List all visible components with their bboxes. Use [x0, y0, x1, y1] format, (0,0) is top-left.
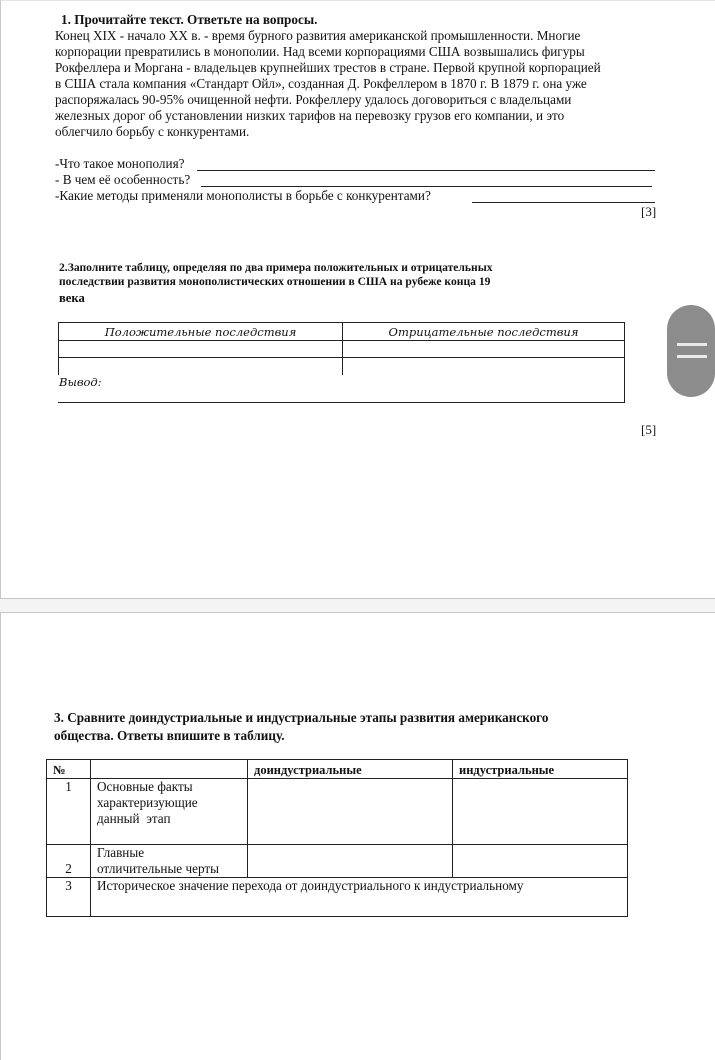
industrial-cell-1[interactable]	[453, 779, 628, 845]
table-row	[59, 341, 625, 358]
row-label-line: характеризующие	[97, 795, 198, 810]
paragraph-line: корпорации превратились в монополии. Над всеми корпорациями США возвышались фигуры	[55, 44, 585, 59]
question-2: - В чем её особенность?	[55, 172, 191, 187]
paragraph-line: в США стала компания «Стандарт Ойл», созданная Д. Рокфеллером в 1870 г. В 1879 г. она уже	[55, 76, 587, 91]
conclusion-label: Вывод:	[59, 375, 102, 389]
row-label-line: Основные факты	[97, 779, 193, 794]
task3-title-line: общества. Ответы впишите в таблицу.	[54, 728, 285, 743]
row-label	[91, 779, 248, 845]
drag-handle-icon	[677, 343, 707, 346]
header-blank	[91, 760, 248, 779]
task2-title-line: века	[59, 291, 85, 305]
table-header-row	[59, 323, 625, 341]
preindustrial-cell-1[interactable]	[248, 779, 453, 845]
header-number: №	[47, 760, 91, 779]
table-row	[59, 358, 625, 375]
task2-title-line: 2.Заполните таблицу, определяя по два примера положительных и отрицательных	[59, 261, 493, 274]
row-number: 3	[47, 878, 91, 917]
paragraph-line: Рокфеллера и Моргана - владельцев крупнейших трестов в стране. Первой крупной корпорацией	[55, 60, 601, 75]
header-industrial: индустриальные	[453, 760, 628, 779]
header-preindustrial: доиндустриальные	[248, 760, 453, 779]
positive-cell-1[interactable]	[59, 341, 343, 358]
row-label-line: отличительные черты	[97, 861, 219, 876]
negative-cell-2[interactable]	[343, 358, 625, 375]
paragraph-line: распоряжалась 90-95% очищенной нефти. Рокфеллеру удалось договориться с владельцами	[55, 92, 572, 107]
paragraph-line: железных дорог об установлении низких тарифов на перевозку грузов его компании, и это	[55, 108, 565, 123]
table-row	[47, 779, 628, 845]
header-positive: Положительные последствия	[59, 323, 343, 341]
answer-line-1[interactable]	[197, 170, 655, 171]
row-label-line: данный этап	[97, 811, 171, 826]
negative-cell-1[interactable]	[343, 341, 625, 358]
header-negative: Отрицательные последствия	[343, 323, 625, 341]
paragraph-line: облегчило борьбу с конкурентами.	[55, 124, 250, 139]
conclusion-box[interactable]	[58, 374, 625, 403]
answer-line-3[interactable]	[472, 202, 655, 203]
table-header-row	[47, 760, 628, 779]
comparison-table	[46, 759, 628, 917]
table-row	[47, 845, 628, 878]
positive-cell-2[interactable]	[59, 358, 343, 375]
task1-title: 1. Прочитайте текст. Ответьте на вопросы.	[61, 12, 318, 27]
preindustrial-cell-2[interactable]	[248, 845, 453, 878]
paragraph-line: Конец XIX - начало XX в. - время бурного развития американской промышленности. Многие	[55, 28, 581, 43]
table-row	[47, 878, 628, 917]
task2-title-line	[59, 274, 490, 290]
row-label-line: Главные	[97, 845, 145, 860]
task3-title-line: 3. Сравните доиндустриальные и индустриальные этапы развития американского	[54, 710, 549, 725]
consequences-table	[58, 322, 625, 375]
scroll-handle[interactable]	[667, 305, 715, 397]
page-separator	[0, 598, 715, 613]
task1-score: [3]	[641, 204, 657, 219]
row-label	[91, 845, 248, 878]
historical-significance-cell[interactable]: Историческое значение перехода от доиндустриального к индустриальному	[91, 878, 628, 917]
task2-title-line-text: последствии развития монополистических отношении в США на рубеже конца 19	[59, 275, 491, 288]
document-page-2	[0, 613, 715, 1060]
industrial-cell-2[interactable]	[453, 845, 628, 878]
question-1: -Что такое монополия?	[55, 156, 185, 171]
row-number: 1	[47, 779, 91, 845]
question-3: -Какие методы применяли монополисты в борьбе с конкурентами?	[55, 188, 431, 203]
row-number: 2	[47, 845, 91, 878]
answer-line-2[interactable]	[201, 186, 652, 187]
drag-handle-icon	[677, 355, 707, 358]
task2-score: [5]	[641, 422, 657, 437]
